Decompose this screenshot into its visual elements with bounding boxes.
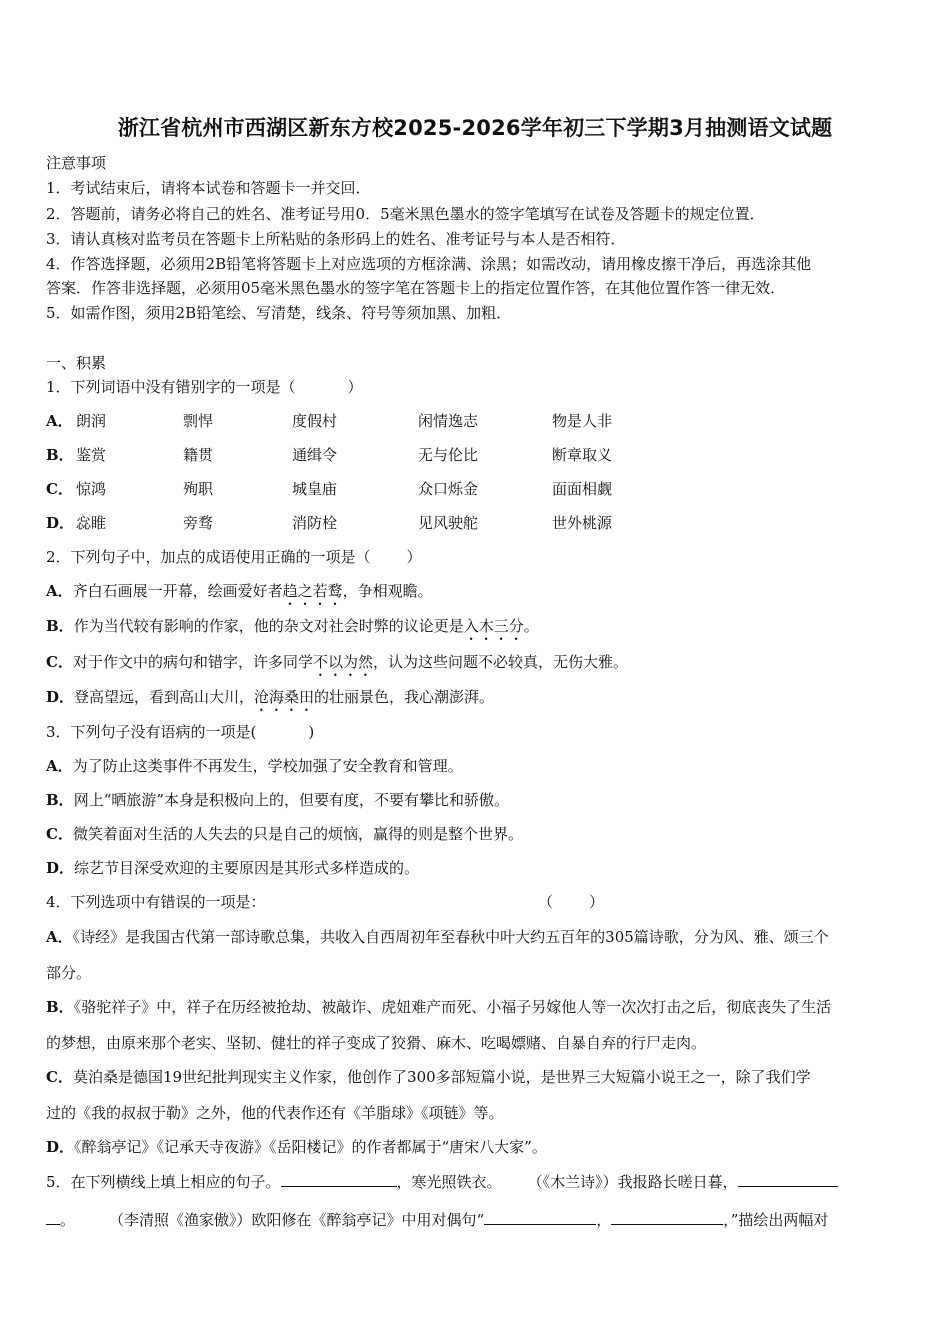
question-text: ，”描绘出两幅对 [723, 1211, 829, 1229]
paren-close: ） [589, 893, 605, 911]
question-3-option-a[interactable] [46, 755, 463, 776]
question-2-option-b[interactable] [46, 615, 539, 644]
dotted-idiom: 趋之若鹜 [282, 582, 343, 600]
option-text: 《醉翁亭记》《记承天寺夜游》《岳阳楼记》的作者都属于“唐宋八大家”。 [74, 1138, 547, 1156]
paren-close: ） [347, 378, 363, 396]
option-word: 度假村 [292, 412, 338, 430]
option-letter: C． [46, 480, 73, 498]
paren-open: （ [538, 893, 554, 911]
page-title: 浙江省杭州市西湖区新东方校2025-2026学年初三下学期3月抽测语文试题 [117, 116, 833, 140]
question-text: ， [596, 1211, 612, 1229]
question-3-option-c[interactable] [46, 823, 523, 844]
fill-blank[interactable] [484, 1210, 596, 1225]
question-text: （《木兰诗》）我报路长嗟日暮， [527, 1173, 738, 1191]
question-3-option-d[interactable] [46, 857, 419, 878]
question-text: 3．下列句子没有语病的一项是( [46, 723, 257, 741]
question-1-stem [46, 376, 363, 397]
option-word: 城皇庙 [292, 480, 338, 498]
paren-close: ） [406, 548, 422, 566]
notice-item: 3．请认真核对监考员在答题卡上所粘贴的条形码上的姓名、准考证号与本人是否相符． [46, 230, 626, 248]
question-2-stem [46, 546, 422, 567]
option-word: 朗润 [76, 412, 107, 430]
option-continuation: 过的《我的叔叔于勒》之外，他的代表作还有《羊脂球》《项链》等。 [46, 1104, 504, 1122]
question-4-option-b[interactable] [46, 996, 831, 1017]
option-text: 作为当代较有影响的作家，他的杂文对社会时弊的议论更是 [73, 617, 464, 635]
option-word: 剽悍 [183, 412, 214, 430]
question-2-option-c[interactable] [46, 651, 628, 680]
option-word: 惢睢 [76, 514, 107, 532]
option-letter: A． [46, 928, 73, 946]
option-letter: A． [46, 412, 73, 430]
option-word: 物是人非 [552, 412, 613, 430]
option-letter: C． [46, 1068, 73, 1086]
notice-item: 4．作答选择题，必须用2B铅笔将答题卡上对应选项的方框涂满、涂黑；如需改动，请用橡皮擦干净后，再选涂其他 [46, 255, 812, 273]
option-word: 面面相觑 [552, 480, 613, 498]
fill-blank[interactable] [46, 1210, 60, 1225]
notice-item: 2．答题前，请务必将自己的姓名、准考证号用0．5毫米黑色墨水的签字笔填写在试卷及答题卡的规定位置． [46, 205, 765, 223]
option-text: 。 [523, 617, 539, 635]
option-letter: D． [46, 514, 75, 532]
option-continuation: 部分。 [46, 964, 92, 982]
question-text: 1．下列词语中没有错别字的一项是（ [46, 378, 296, 396]
question-text: 。 [60, 1211, 76, 1229]
notice-heading: 注意事项 [46, 154, 107, 172]
option-text: ，争相观瞻。 [342, 582, 433, 600]
option-text: 《诗经》是我国古代第一部诗歌总集，共收入自西周初年至春秋中叶大约五百年的305篇诗歌，分为风、雅、颂三个 [72, 928, 829, 946]
question-4-option-a[interactable] [46, 926, 829, 947]
option-letter: C． [46, 653, 73, 671]
option-letter: C． [46, 825, 73, 843]
option-text: 综艺节目深受欢迎的主要原因是其形式多样造成的。 [74, 859, 420, 877]
notice-item: 答案．作答非选择题，必须用05毫米黑色墨水的签字笔在答题卡上的指定位置作答，在其他位置作答一律无效． [46, 279, 786, 297]
option-letter: A． [46, 757, 73, 775]
option-text: 对于作文中的病句和错字，许多同学 [72, 653, 313, 671]
fill-blank[interactable] [281, 1172, 397, 1187]
question-text: 5．在下列横线上填上相应的句子。 [46, 1173, 281, 1191]
question-4-stem: 4．下列选项中有错误的一项是： [46, 893, 266, 911]
option-text: 的壮丽景色，我心潮澎湃。 [314, 688, 495, 706]
question-text: （李清照《渔家傲》）欧阳修在《醉翁亭记》中用对偶句“ [109, 1211, 485, 1229]
option-word: 消防栓 [292, 514, 338, 532]
option-letter: B． [46, 998, 74, 1016]
question-3-stem [46, 721, 314, 742]
option-word: 惊鸿 [76, 480, 107, 498]
option-letter: B． [46, 791, 74, 809]
question-4-option-d[interactable] [46, 1136, 547, 1157]
option-word: 见风驶舵 [418, 514, 479, 532]
option-word: 旁骛 [183, 514, 214, 532]
question-2-option-a[interactable] [46, 580, 433, 609]
option-text: 网上“晒旅游”本身是积极向上的，但要有度，不要有攀比和骄傲。 [73, 791, 510, 809]
question-4-option-c[interactable] [46, 1066, 811, 1087]
option-word: 闲情逸志 [418, 412, 479, 430]
option-continuation: 的梦想，由原来那个老实、坚韧、健壮的祥子变成了狡猾、麻木、吃喝嫖赌、自暴自弃的行尸走肉。 [46, 1034, 707, 1052]
notice-item: 5．如需作图，须用2B铅笔绘、写清楚，线条、符号等须加黑、加粗． [46, 304, 512, 322]
option-word: 鉴赏 [76, 446, 107, 464]
fill-blank[interactable] [738, 1172, 838, 1187]
question-2-option-d[interactable] [46, 686, 494, 715]
option-letter: B． [46, 446, 74, 464]
option-word: 众口烁金 [418, 480, 479, 498]
question-5-line-2 [46, 1209, 828, 1230]
option-text: 登高望远，看到高山大川， [74, 688, 255, 706]
option-text: ，认为这些问题不必较真，无伤大雅。 [372, 653, 628, 671]
option-word: 无与伦比 [418, 446, 479, 464]
option-word: 殉职 [183, 480, 214, 498]
option-letter: D． [46, 859, 75, 877]
paren-close: ) [308, 723, 315, 741]
dotted-idiom: 不以为然 [312, 653, 373, 671]
option-text: 微笑着面对生活的人失去的只是自己的烦恼，赢得的则是整个世界。 [72, 825, 523, 843]
option-letter: B． [46, 617, 74, 635]
dotted-idiom: 沧海桑田 [254, 688, 315, 706]
option-word: 籍贯 [183, 446, 214, 464]
question-4-paren [538, 891, 604, 912]
option-letter: D． [46, 688, 75, 706]
option-text: 齐白石画展一开幕，绘画爱好者 [72, 582, 283, 600]
question-3-option-b[interactable] [46, 789, 509, 810]
option-word: 断章取义 [552, 446, 613, 464]
question-text: ，寒光照铁衣。 [396, 1173, 502, 1191]
option-word: 世外桃源 [552, 514, 613, 532]
option-word: 通缉令 [292, 446, 338, 464]
question-text: 2．下列句子中，加点的成语使用正确的一项是（ [46, 548, 371, 566]
option-letter: D． [46, 1138, 75, 1156]
dotted-idiom: 入木三分 [463, 617, 524, 635]
option-letter: A． [46, 582, 73, 600]
option-text: 《骆驼祥子》中，祥子在历经被抢劫、被敲诈、虎妞难产而死、小福子另嫁他人等一次次打击之后，彻底丧失了生活 [73, 998, 832, 1016]
section-heading: 一、积累 [46, 354, 107, 372]
notice-item: 1．考试结束后，请将本试卷和答题卡一并交回． [46, 179, 371, 197]
question-5-line-1 [46, 1171, 838, 1192]
option-text: 为了防止这类事件不再发生，学校加强了安全教育和管理。 [72, 757, 463, 775]
option-text: 莫泊桑是德国19世纪批判现实主义作家，他创作了300多部短篇小说，是世界三大短篇小说王之一，除了我们学 [72, 1068, 811, 1086]
fill-blank[interactable] [611, 1210, 723, 1225]
